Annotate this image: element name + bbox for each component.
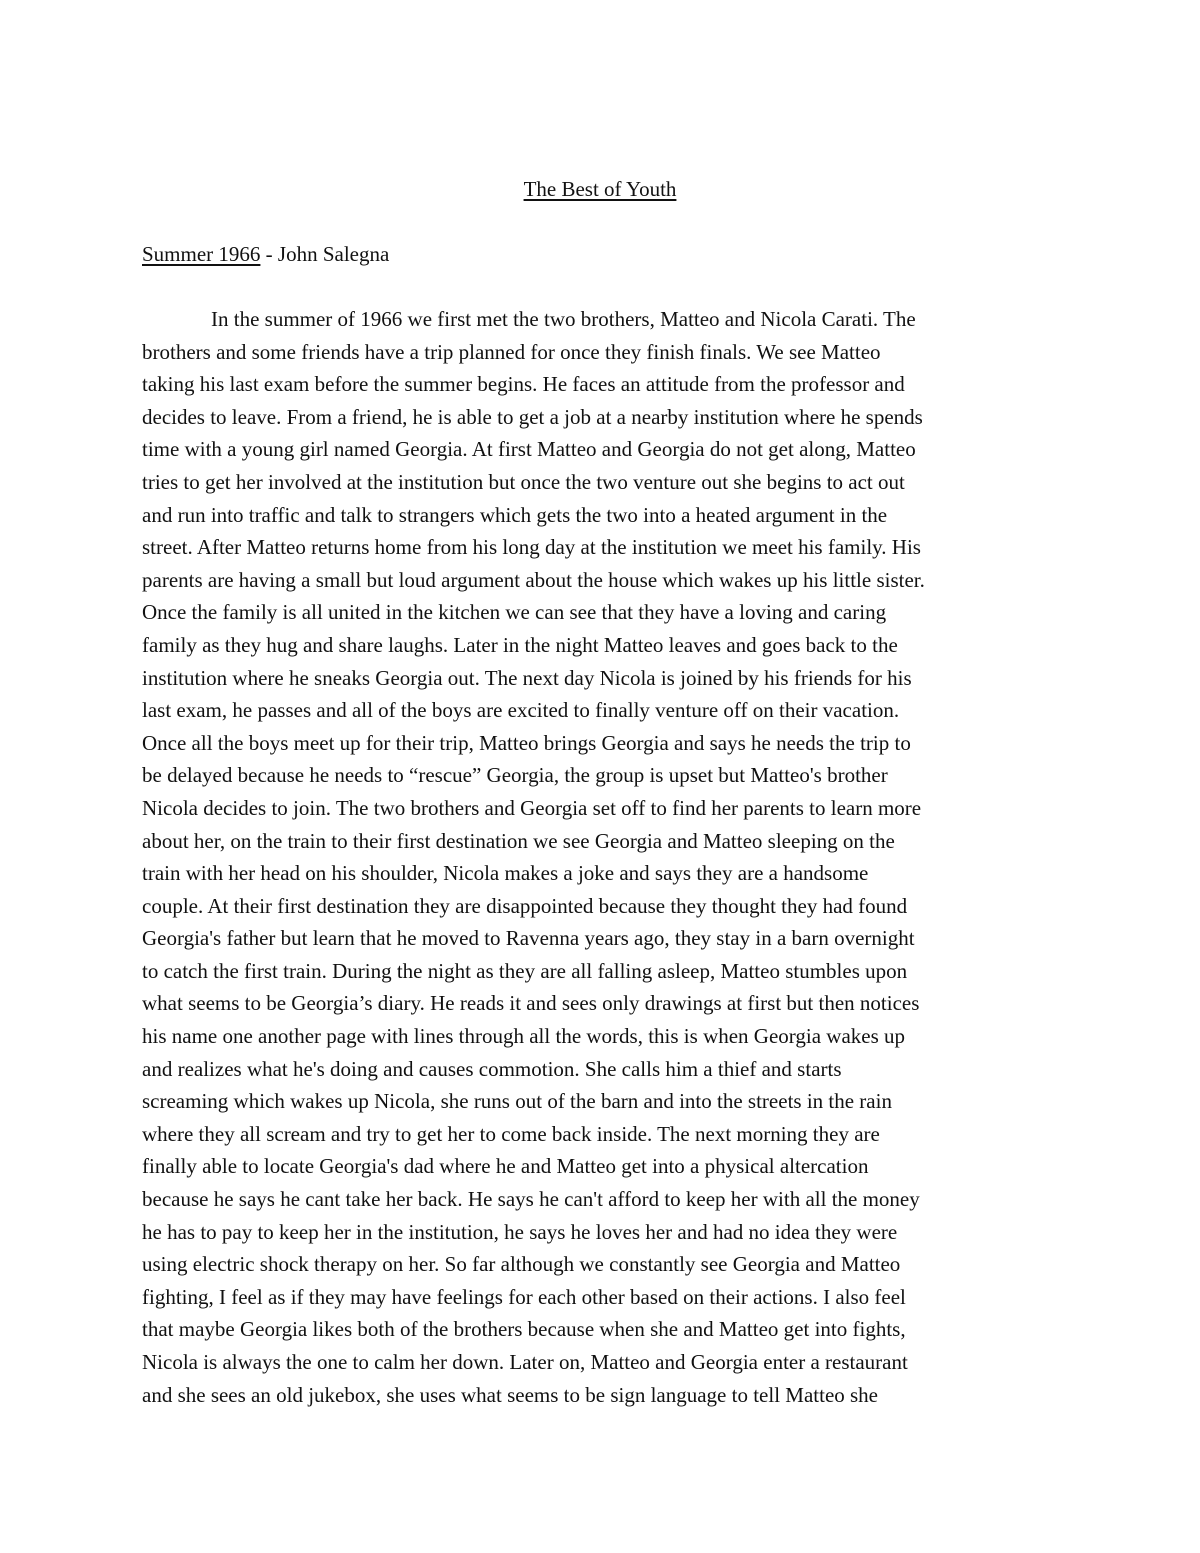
paragraph-line: using electric shock therapy on her. So far although we constantly see Georgia and Matteo: [142, 1252, 901, 1277]
paragraph-line: Nicola decides to join. The two brothers and Georgia set off to find her parents to learn more: [142, 795, 922, 820]
paragraph-line: that maybe Georgia likes both of the brothers because when she and Matteo get into fights,: [142, 1317, 906, 1342]
paragraph-line: where they all scream and try to get her to come back inside. The next morning they are: [142, 1121, 880, 1146]
paragraph-line: finally able to locate Georgia's dad where he and Matteo get into a physical altercation: [142, 1154, 869, 1179]
paragraph-line: parents are having a small but loud argument about the house which wakes up his little sister.: [142, 567, 925, 592]
paragraph-line: and realizes what he's doing and causes commotion. She calls him a thief and starts: [142, 1056, 842, 1081]
title-text: The Best of Youth: [523, 177, 677, 201]
paragraph-line: brothers and some friends have a trip planned for once they finish finals. We see Matteo: [142, 339, 881, 364]
paragraph-line: In the summer of 1966 we first met the two brothers, Matteo and Nicola Carati. The: [211, 307, 916, 331]
paragraph-line: Once all the boys meet up for their trip, Matteo brings Georgia and says he needs the trip to: [142, 730, 911, 755]
document-title: [0, 175, 1200, 203]
paragraph-line: he has to pay to keep her in the institution, he says he loves her and had no idea they were: [142, 1219, 898, 1244]
body-paragraph: [142, 303, 1062, 1411]
season-label: Summer 1966: [142, 242, 261, 266]
paragraph-line: last exam, he passes and all of the boys are excited to finally venture off on their vacation.: [142, 698, 900, 723]
paragraph-line: to catch the first train. During the night as they are all falling asleep, Matteo stumbles upon: [142, 958, 908, 983]
paragraph-line: institution where he sneaks Georgia out. The next day Nicola is joined by his friends for his: [142, 665, 912, 690]
paragraph-line: family as they hug and share laughs. Later in the night Matteo leaves and goes back to the: [142, 632, 898, 657]
paragraph-line: about her, on the train to their first destination we see Georgia and Matteo sleeping on the: [142, 828, 895, 853]
paragraph-line: and run into traffic and talk to strangers which gets the two into a heated argument in the: [142, 502, 888, 527]
paragraph-line: time with a young girl named Georgia. At first Matteo and Georgia do not get along, Matteo: [142, 437, 916, 462]
paragraph-line: what seems to be Georgia’s diary. He reads it and sees only drawings at first but then notices: [142, 991, 920, 1016]
paragraph-line: train with her head on his shoulder, Nicola makes a joke and says they are a handsome: [142, 861, 869, 886]
paragraph-line: street. After Matteo returns home from his long day at the institution we meet his family. His: [142, 535, 921, 560]
subheading-separator: -: [260, 242, 278, 266]
paragraph-line: Georgia's father but learn that he moved to Ravenna years ago, they stay in a barn overnight: [142, 926, 915, 951]
paragraph-line: decides to leave. From a friend, he is able to get a job at a nearby institution where he spends: [142, 404, 923, 429]
paragraph-line: screaming which wakes up Nicola, she runs out of the barn and into the streets in the rain: [142, 1089, 892, 1114]
paragraph-line: because he says he cant take her back. He says he can't afford to keep her with all the money: [142, 1187, 920, 1212]
paragraph-line: Once the family is all united in the kitchen we can see that they have a loving and caring: [142, 600, 887, 625]
paragraph-line: Nicola is always the one to calm her down. Later on, Matteo and Georgia enter a restaurant: [142, 1350, 908, 1374]
paragraph-line: his name one another page with lines through all the words, this is when Georgia wakes up: [142, 1024, 906, 1049]
paragraph-line: be delayed because he needs to “rescue” Georgia, the group is upset but Matteo's brother: [142, 763, 888, 788]
paragraph-line: taking his last exam before the summer begins. He faces an attitude from the professor and: [142, 372, 905, 397]
document-subheading: [142, 240, 389, 268]
paragraph-line: fighting, I feel as if they may have feelings for each other based on their actions. I also feel: [142, 1284, 906, 1309]
paragraph-line: tries to get her involved at the institution but once the two venture out she begins to act out: [142, 469, 905, 494]
paragraph-line: couple. At their first destination they are disappointed because they thought they had found: [142, 893, 908, 918]
author-name: John Salegna: [277, 242, 390, 266]
paragraph-line: and she sees an old jukebox, she uses what seems to be sign language to tell Matteo she: [142, 1382, 879, 1407]
